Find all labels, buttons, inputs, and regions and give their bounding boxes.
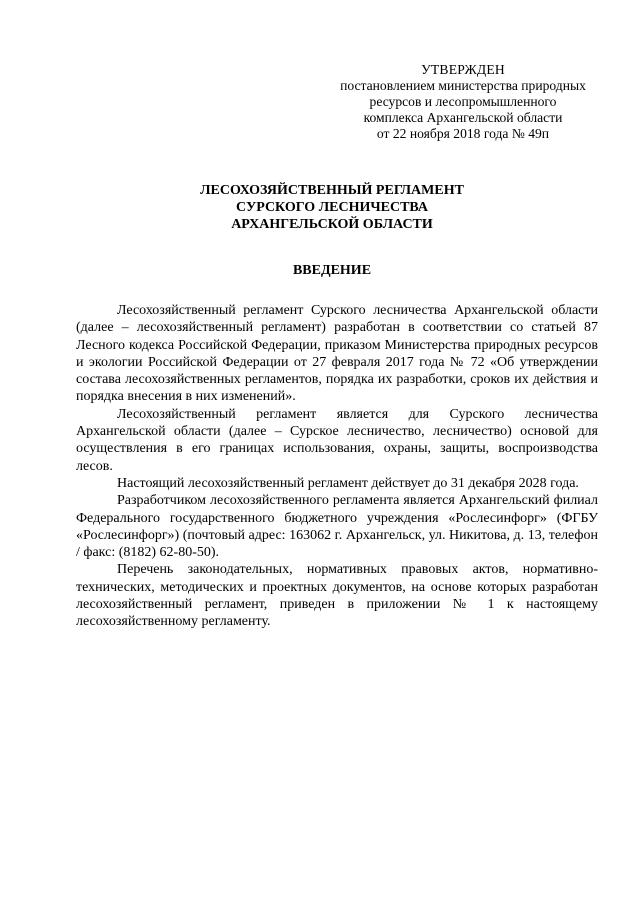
document-title-line: СУРСКОГО ЛЕСНИЧЕСТВА [236, 200, 428, 215]
approval-heading: УТВЕРЖДЕН [421, 62, 505, 77]
body-text [76, 302, 598, 631]
approval-line: комплекса Архангельской области [363, 110, 563, 125]
paragraph: Лесохозяйственный регламент Сурского лесничества Архангельской области (далее – лесохозяйственный регламент) разработан в соответствии со статьей 87 Лесного кодекса Российской Федерации, приказом Министерства природных ресурсов и экологии Российской Федерации от 27 февраля 2017 года № 72 «Об утверждении состава лесохозяйственных регламентов, порядка их разработки, сроков их действия и порядка внесения в них изменений». [76, 303, 598, 405]
paragraph: Настоящий лесохозяйственный регламент действует до 31 декабря 2028 года. [117, 475, 579, 491]
document-title-line: ЛЕСОХОЗЯЙСТВЕННЫЙ РЕГЛАМЕНТ [200, 183, 464, 198]
document-title-line: АРХАНГЕЛЬСКОЙ ОБЛАСТИ [231, 217, 433, 232]
paragraph: Лесохозяйственный регламент является для Сурского лесничества Архангельской области (далее – Сурское лесничество, лесничество) основой для осуществления в его границах использования, охраны, защиты, воспроизводства лесов. [76, 406, 598, 474]
paragraph: Перечень законодательных, нормативных правовых актов, нормативно-технических, методических и проектных документов, на основе которых разработан лесохозяйственный регламент, приведен в приложении № 1 к настоящему лесохозяйственному регламенту. [76, 562, 598, 630]
document-title [60, 182, 604, 233]
paragraph: Разработчиком лесохозяйственного регламента является Архангельский филиал Федерального государственного бюджетного учреждения «Рослесинфорг» (ФГБУ «Рослесинфорг») (почтовый адрес: 163062 г. Архангельск, ул. Никитова, д. 13, телефон / факс: (8182) 62-80-50). [76, 493, 598, 561]
approval-date-line: от 22 ноября 2018 года № 49п [376, 126, 550, 141]
approval-line: ресурсов и лесопромышленного [369, 94, 557, 109]
approval-stamp-block [318, 62, 608, 142]
approval-line: постановлением министерства природных [340, 78, 586, 93]
section-heading: ВВЕДЕНИЕ [292, 263, 372, 278]
